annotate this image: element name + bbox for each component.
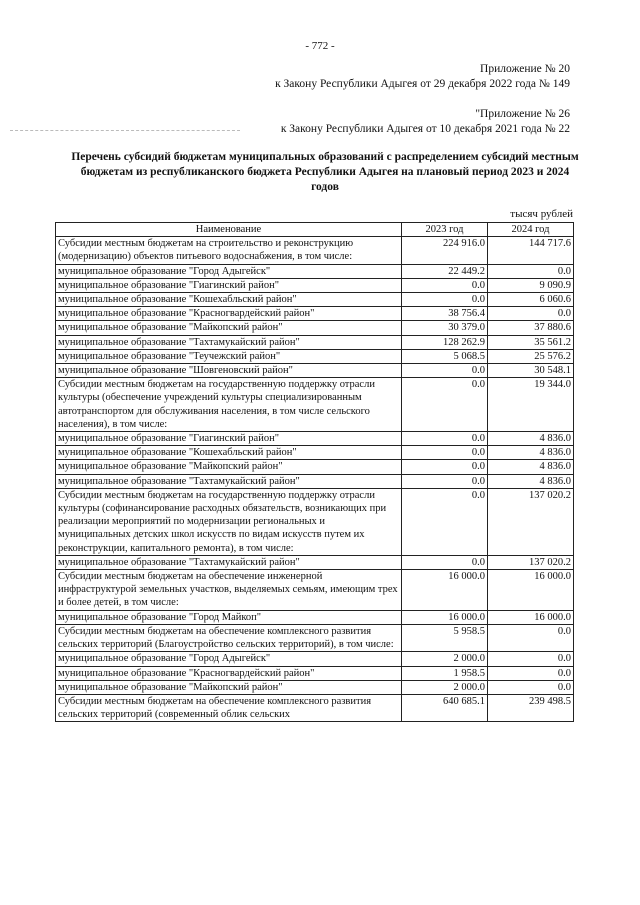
- row-value-2024: 0.0: [488, 624, 574, 651]
- appendix-previous: [281, 107, 570, 137]
- table-row: [56, 488, 574, 555]
- table-row: [56, 349, 574, 363]
- units-label: тысяч рублей: [510, 208, 573, 220]
- row-value-2024: 0.0: [488, 680, 574, 694]
- row-value-2023: 0.0: [402, 555, 488, 569]
- row-name: муниципальное образование "Гиагинский район": [56, 432, 402, 446]
- row-name: муниципальное образование "Кошехабльский район": [56, 293, 402, 307]
- row-value-2023: 224 916.0: [402, 237, 488, 264]
- row-name: Субсидии местным бюджетам на государственную поддержку отрасли культуры (обеспечение учреждений культуры специализированным автотранспортом для обслуживания населения, в том числе сельского населения), в том числе:: [56, 378, 402, 432]
- table-row: [56, 460, 574, 474]
- subsidies-table: [55, 222, 574, 722]
- row-name: муниципальное образование "Майкопский район": [56, 680, 402, 694]
- row-name: муниципальное образование "Шовгеновский район": [56, 364, 402, 378]
- row-value-2023: 640 685.1: [402, 694, 488, 721]
- row-name: Субсидии местным бюджетам на государственную поддержку отрасли культуры (софинансирование расходных обязательств, возникающих при реализации мероприятий по модернизации региональных и муниципальных детских школ искусств по видам искусств путем их реконструкции, капитального ремонта), в том числе:: [56, 488, 402, 555]
- row-value-2023: 0.0: [402, 378, 488, 432]
- appendix-current-law: к Закону Республики Адыгея от 29 декабря 2022 года № 149: [275, 78, 570, 90]
- row-value-2023: 16 000.0: [402, 610, 488, 624]
- row-value-2023: 0.0: [402, 446, 488, 460]
- row-name: муниципальное образование "Кошехабльский район": [56, 446, 402, 460]
- row-value-2024: 0.0: [488, 666, 574, 680]
- row-value-2024: 19 344.0: [488, 378, 574, 432]
- row-value-2024: 37 880.6: [488, 321, 574, 335]
- row-value-2024: 25 576.2: [488, 349, 574, 363]
- row-value-2024: 239 498.5: [488, 694, 574, 721]
- table-row: [56, 474, 574, 488]
- row-name: муниципальное образование "Тахтамукайский район": [56, 555, 402, 569]
- row-value-2024: 0.0: [488, 264, 574, 278]
- row-name: муниципальное образование "Красногвардейский район": [56, 307, 402, 321]
- row-value-2023: 2 000.0: [402, 652, 488, 666]
- header-2023: 2023 год: [402, 223, 488, 237]
- row-name: Субсидии местным бюджетам на строительство и реконструкцию (модернизацию) объектов питьевого водоснабжения, в том числе:: [56, 237, 402, 264]
- table-row: [56, 680, 574, 694]
- row-value-2024: 137 020.2: [488, 488, 574, 555]
- row-value-2024: 4 836.0: [488, 474, 574, 488]
- row-value-2023: 0.0: [402, 488, 488, 555]
- row-value-2023: 0.0: [402, 474, 488, 488]
- table-row: [56, 321, 574, 335]
- table-row: [56, 237, 574, 264]
- table-body: [56, 237, 574, 722]
- row-value-2024: 30 548.1: [488, 364, 574, 378]
- document-title: Перечень субсидий бюджетам муниципальных образований с распределением субсидий местным бюджетам из республиканского бюджета Республики Адыгея на плановый период 2023 и 2024 годов: [71, 151, 579, 193]
- table-header-row: [56, 223, 574, 237]
- row-value-2023: 128 262.9: [402, 335, 488, 349]
- row-value-2023: 38 756.4: [402, 307, 488, 321]
- row-value-2024: 16 000.0: [488, 570, 574, 611]
- table-row: [56, 666, 574, 680]
- row-value-2023: 0.0: [402, 460, 488, 474]
- row-value-2023: 2 000.0: [402, 680, 488, 694]
- table-row: [56, 364, 574, 378]
- row-value-2024: 137 020.2: [488, 555, 574, 569]
- row-name: муниципальное образование "Тахтамукайский район": [56, 335, 402, 349]
- row-value-2024: 0.0: [488, 652, 574, 666]
- table-row: [56, 335, 574, 349]
- table-row: [56, 694, 574, 721]
- row-name: муниципальное образование "Теучежский район": [56, 349, 402, 363]
- row-name: муниципальное образование "Город Адыгейск": [56, 652, 402, 666]
- table-row: [56, 446, 574, 460]
- table-row: [56, 624, 574, 651]
- row-name: муниципальное образование "Майкопский район": [56, 321, 402, 335]
- row-value-2023: 1 958.5: [402, 666, 488, 680]
- row-value-2024: 35 561.2: [488, 335, 574, 349]
- row-name: муниципальное образование "Город Майкоп": [56, 610, 402, 624]
- row-value-2024: 144 717.6: [488, 237, 574, 264]
- table-row: [56, 555, 574, 569]
- appendix-previous-law: к Закону Республики Адыгея от 10 декабря 2021 года № 22: [280, 123, 570, 135]
- row-name: Субсидии местным бюджетам на обеспечение комплексного развития сельских территорий (современный облик сельских: [56, 694, 402, 721]
- table-row: [56, 432, 574, 446]
- appendix-current-number: Приложение № 20: [480, 63, 570, 75]
- row-value-2023: 0.0: [402, 293, 488, 307]
- row-value-2024: 4 836.0: [488, 460, 574, 474]
- row-value-2024: 16 000.0: [488, 610, 574, 624]
- table-row: [56, 378, 574, 432]
- header-name: Наименование: [56, 223, 402, 237]
- appendix-previous-number: "Приложение № 26: [475, 108, 570, 120]
- table-row: [56, 278, 574, 292]
- table-row: [56, 307, 574, 321]
- row-value-2023: 5 068.5: [402, 349, 488, 363]
- row-value-2024: 6 060.6: [488, 293, 574, 307]
- row-value-2023: 16 000.0: [402, 570, 488, 611]
- row-value-2024: 9 090.9: [488, 278, 574, 292]
- strike-line: [10, 130, 240, 131]
- row-value-2024: 4 836.0: [488, 432, 574, 446]
- row-value-2023: 22 449.2: [402, 264, 488, 278]
- page-number: - 772 -: [305, 40, 335, 52]
- row-name: муниципальное образование "Майкопский район": [56, 460, 402, 474]
- appendix-current: [275, 62, 570, 92]
- row-value-2023: 30 379.0: [402, 321, 488, 335]
- table-row: [56, 652, 574, 666]
- table-row: [56, 293, 574, 307]
- row-value-2023: 0.0: [402, 364, 488, 378]
- row-name: муниципальное образование "Город Адыгейск": [56, 264, 402, 278]
- row-value-2023: 5 958.5: [402, 624, 488, 651]
- row-name: муниципальное образование "Красногвардейский район": [56, 666, 402, 680]
- table-row: [56, 610, 574, 624]
- header-2024: 2024 год: [488, 223, 574, 237]
- row-name: Субсидии местным бюджетам на обеспечение комплексного развития сельских территорий (Благоустройство сельских территорий), в том числе:: [56, 624, 402, 651]
- row-value-2024: 0.0: [488, 307, 574, 321]
- row-name: муниципальное образование "Гиагинский район": [56, 278, 402, 292]
- row-name: муниципальное образование "Тахтамукайский район": [56, 474, 402, 488]
- row-value-2023: 0.0: [402, 278, 488, 292]
- table-row: [56, 264, 574, 278]
- row-value-2024: 4 836.0: [488, 446, 574, 460]
- table-row: [56, 570, 574, 611]
- row-name: Субсидии местным бюджетам на обеспечение инженерной инфраструктурой земельных участков, выделяемых семьям, имеющим трех и более детей, в том числе:: [56, 570, 402, 611]
- row-value-2023: 0.0: [402, 432, 488, 446]
